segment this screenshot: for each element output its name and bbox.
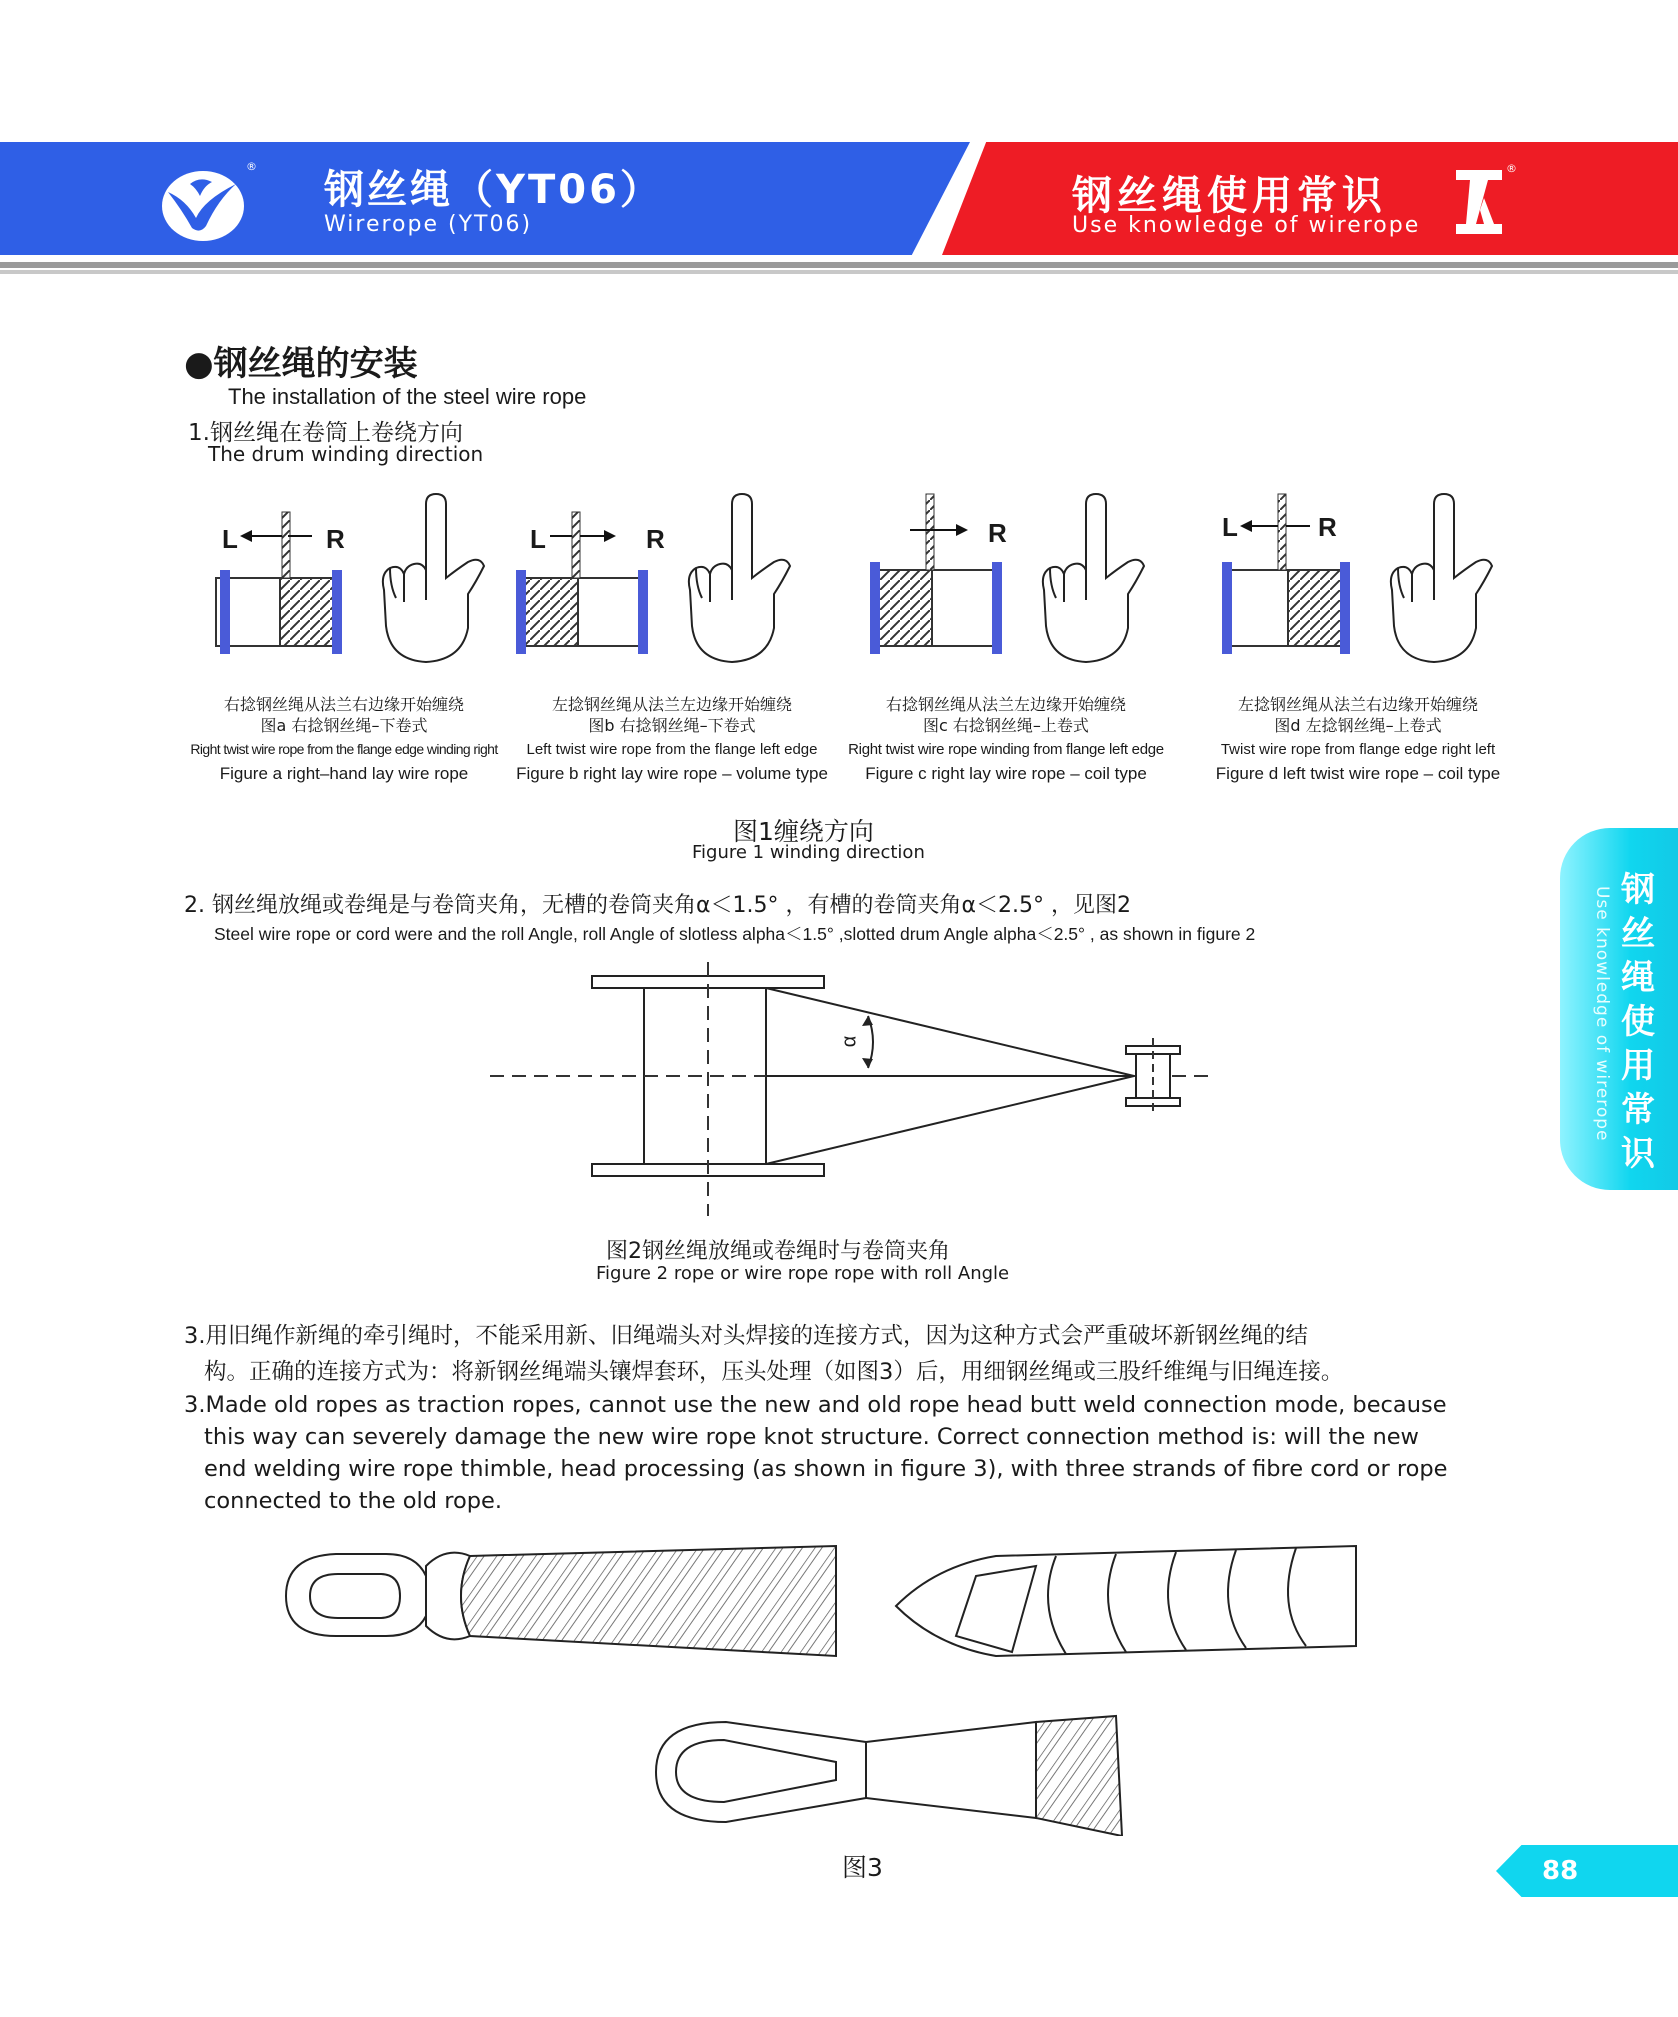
alpha-angle-label: α [838, 1035, 861, 1048]
side-tab-title-en: Use knowledge of wirerope [1592, 886, 1612, 1142]
item3-text-cn-line2: 构。正确的连接方式为：将新钢丝绳端头镶焊套环，压头处理（如图3）后，用细钢丝绳或三股纤维绳与旧绳连接。 [204, 1359, 1344, 1385]
figure-d-caption-cn2: 图d 左捻钢丝绳–上卷式 [1274, 716, 1442, 735]
rope-strand-tapered [896, 1546, 1356, 1656]
section-title: ●钢丝绳的安装 [184, 344, 418, 384]
header-divider [0, 262, 1678, 268]
figure2-caption-cn: 图2钢丝绳放绳或卷绳时与卷筒夹角 [606, 1239, 950, 1264]
item3-text-en-line4: connected to the old rope. [204, 1488, 503, 1514]
spool-logo-icon [1454, 168, 1504, 236]
figure-a-caption-en2: Figure a right–hand lay wire rope [219, 764, 469, 783]
item3-text-en-line3: end welding wire rope thimble, head processing (as shown in figure 3), with three strands of fibre cord or rope [204, 1456, 1448, 1482]
registered-mark-right: ® [1506, 162, 1517, 175]
side-tab-char: 用 [1621, 1046, 1655, 1086]
page-number: 88 [1542, 1856, 1579, 1886]
figure-a-label-r: R [326, 524, 345, 554]
registered-mark-left: ® [246, 160, 257, 173]
figure-b-caption-cn2: 图b 右捻钢丝绳–下卷式 [588, 716, 756, 735]
figure-d-caption-en2: Figure d left twist wire rope – coil type [1215, 764, 1501, 783]
header-divider-light [0, 270, 1678, 274]
item3-text-en-line2: this way can severely damage the new wire rope knot structure. Correct connection method is: will the new [204, 1424, 1419, 1450]
item1-heading-en: The drum winding direction [208, 442, 484, 466]
side-tab-title-cn [1618, 868, 1658, 1176]
bird-logo-icon [160, 166, 246, 242]
item3-text-en-line1: 3.Made old ropes as traction ropes, cannot use the new and old rope head butt weld connection mode, because [184, 1392, 1447, 1418]
figure-b-label-r: R [646, 524, 665, 554]
item2-text-cn: 2. 钢丝绳放绳或卷绳是与卷筒夹角，无槽的卷筒夹角α＜1.5° ，有槽的卷筒夹角α＜2.5° ，见图2 [184, 893, 1131, 918]
page-number-tab [1496, 1845, 1678, 1897]
figure-b-label-l: L [530, 524, 546, 554]
figure1-caption-cn: 图1缠绕方向 [733, 817, 874, 846]
header-left-title: 钢丝绳（YT06） [324, 167, 663, 213]
figure-a-hand-icon [383, 494, 484, 662]
figure-d-label-l: L [1222, 512, 1238, 542]
figure-a-caption-cn2: 图a 右捻钢丝绳–下卷式 [260, 716, 428, 735]
item3-text-cn-line1: 3.用旧绳作新绳的牵引绳时，不能采用新、旧绳端头对头焊接的连接方式，因为这种方式会严重破坏新钢丝绳的结 [184, 1323, 1308, 1349]
item2-text-en: Steel wire rope or cord were and the roll Angle, roll Angle of slotless alpha＜1.5° ,slotted drum Angle alpha＜2.5° , as shown in figure 2 [214, 924, 1256, 944]
figure-d-caption-cn1: 左捻钢丝绳从法兰右边缘开始缠绕 [1237, 695, 1478, 714]
figure-c-hand-icon [1043, 494, 1144, 662]
figure-c-caption-en2: Figure c right lay wire rope – coil type [865, 764, 1147, 783]
side-tab-char: 使 [1621, 1002, 1655, 1042]
figure-c-drum [870, 494, 1002, 654]
rope-thimble-welded [286, 1546, 836, 1656]
figure-c-caption-cn1: 右捻钢丝绳从法兰左边缘开始缠绕 [885, 695, 1126, 714]
figure-d-hand-icon [1391, 494, 1492, 662]
figure-a-caption-cn1: 右捻钢丝绳从法兰右边缘开始缠绕 [223, 695, 464, 714]
figure2-diagram [490, 962, 1210, 1216]
side-tab-char: 识 [1621, 1134, 1655, 1174]
side-tab-char: 常 [1621, 1090, 1655, 1130]
figure-b-caption-cn1: 左捻钢丝绳从法兰左边缘开始缠绕 [551, 695, 792, 714]
side-tab-char: 绳 [1621, 958, 1655, 998]
figure-d-caption-en1: Twist wire rope from flange edge right left [1220, 741, 1496, 758]
figure-b-caption-en1: Left twist wire rope from the flange left edge [526, 741, 818, 758]
section-title-en: The installation of the steel wire rope [228, 384, 587, 409]
figure-c-caption-cn2: 图c 右捻钢丝绳–上卷式 [923, 716, 1089, 735]
item1-heading: 1.钢丝绳在卷筒上卷绕方向 [188, 420, 463, 446]
side-tab-char: 丝 [1621, 914, 1655, 954]
header-right-subtitle: Use knowledge of wirerope [1072, 213, 1421, 238]
side-tab-char: 钢 [1621, 870, 1655, 910]
figure-b-caption-en2: Figure b right lay wire rope – volume type [516, 764, 828, 783]
figure-c-caption-en1: Right twist wire rope winding from flange left edge [848, 741, 1164, 758]
figure-c-label-r: R [988, 518, 1007, 548]
header-right-title: 钢丝绳使用常识 [1072, 173, 1387, 219]
figure1-caption-en: Figure 1 winding direction [692, 842, 925, 863]
figure-d-label-r: R [1318, 512, 1337, 542]
figure-a-caption-en1: Right twist wire rope from the flange edge winding right [190, 741, 498, 757]
figure-a-label-l: L [222, 524, 238, 554]
figure3-caption-cn: 图3 [842, 1853, 883, 1882]
header-left-subtitle: Wirerope (YT06) [324, 212, 533, 237]
figure-b-hand-icon [689, 494, 790, 662]
figure2-caption-en: Figure 2 rope or wire rope rope with roll Angle [596, 1263, 1010, 1284]
rope-eye-splice [656, 1716, 1122, 1836]
figure3-illustrations [276, 1536, 1386, 1836]
